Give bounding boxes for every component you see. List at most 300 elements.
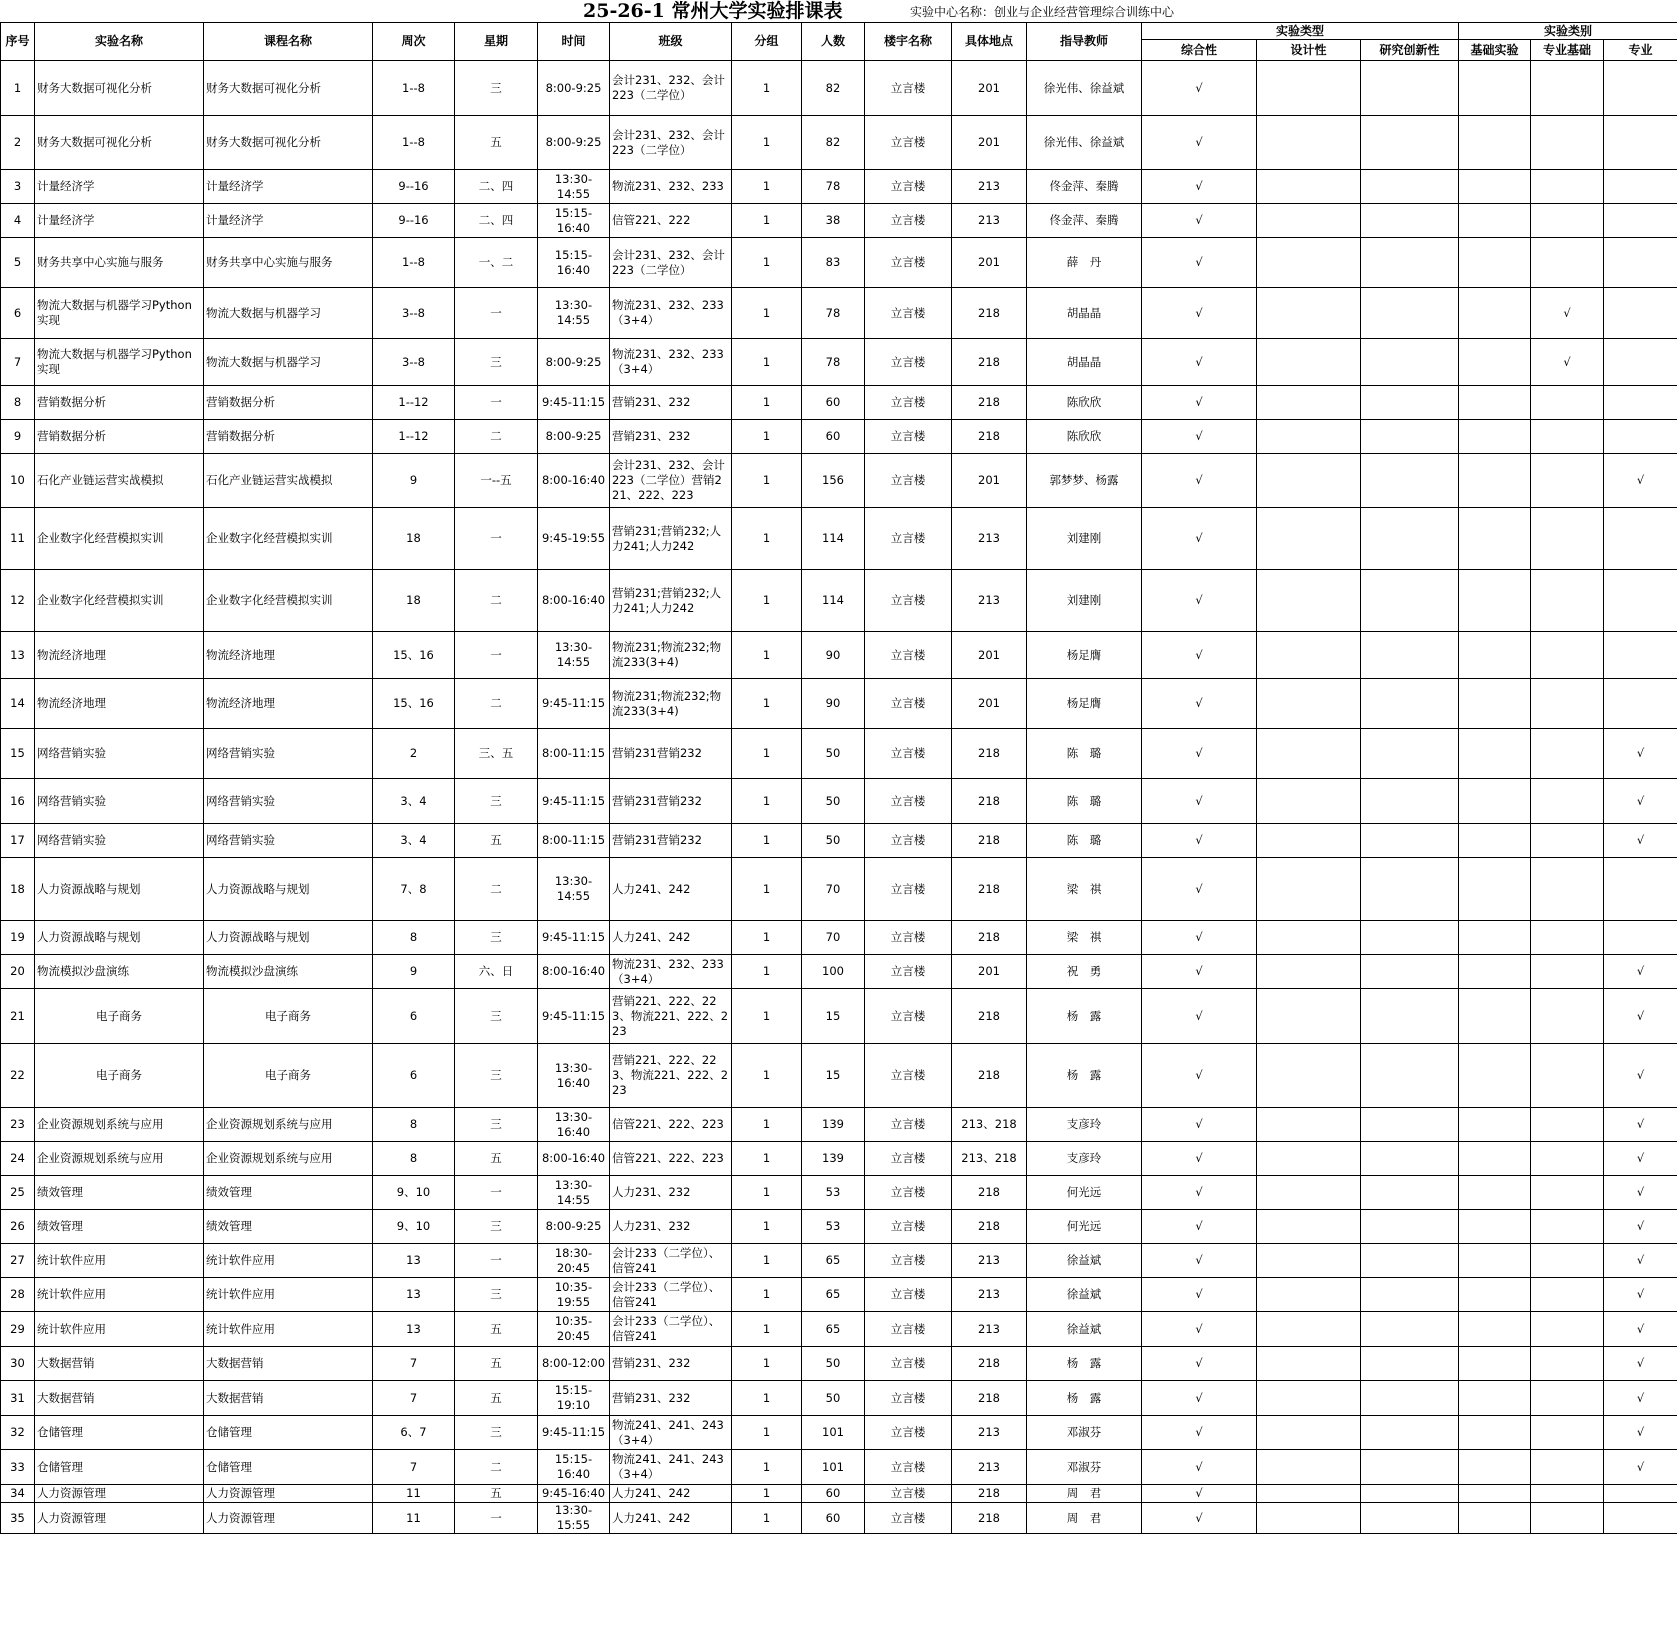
row-course: 网络营销实验 bbox=[204, 824, 373, 858]
mark-design bbox=[1257, 454, 1361, 508]
mark-basic bbox=[1459, 1312, 1531, 1347]
row-building: 立言楼 bbox=[865, 1142, 952, 1176]
row-weeks: 9 bbox=[373, 454, 455, 508]
mark-major bbox=[1604, 116, 1677, 170]
row-time: 10:35-20:45 bbox=[538, 1312, 610, 1347]
row-teacher: 杨 露 bbox=[1027, 1044, 1142, 1108]
mark-comprehensive: √ bbox=[1142, 204, 1257, 238]
row-day: 一 bbox=[455, 1244, 538, 1278]
row-class: 营销231;营销232;人力241;人力242 bbox=[610, 508, 732, 570]
row-weeks: 3、4 bbox=[373, 824, 455, 858]
row-group: 1 bbox=[732, 170, 802, 204]
row-room: 201 bbox=[952, 955, 1027, 989]
row-building: 立言楼 bbox=[865, 339, 952, 386]
row-day: 二 bbox=[455, 1450, 538, 1485]
mark-basic bbox=[1459, 729, 1531, 779]
row-exp-name: 物流模拟沙盘演练 bbox=[35, 955, 204, 989]
row-count: 70 bbox=[802, 921, 865, 955]
row-class: 人力241、242 bbox=[610, 1503, 732, 1534]
row-room: 218 bbox=[952, 288, 1027, 339]
mark-design bbox=[1257, 288, 1361, 339]
row-count: 50 bbox=[802, 824, 865, 858]
row-class: 营销231、232 bbox=[610, 386, 732, 420]
mark-basic bbox=[1459, 1176, 1531, 1210]
mark-major-basic bbox=[1531, 1278, 1604, 1312]
table-row bbox=[1, 204, 1677, 238]
row-exp-name: 计量经济学 bbox=[35, 170, 204, 204]
mark-design bbox=[1257, 1347, 1361, 1381]
row-course: 财务共享中心实施与服务 bbox=[204, 238, 373, 288]
mark-comprehensive: √ bbox=[1142, 921, 1257, 955]
row-building: 立言楼 bbox=[865, 1108, 952, 1142]
row-teacher: 何光远 bbox=[1027, 1176, 1142, 1210]
row-time: 13:30-15:55 bbox=[538, 1503, 610, 1534]
row-time: 18:30-20:45 bbox=[538, 1244, 610, 1278]
row-teacher: 周 君 bbox=[1027, 1503, 1142, 1534]
row-room: 213 bbox=[952, 1416, 1027, 1450]
mark-comprehensive: √ bbox=[1142, 1503, 1257, 1534]
mark-major bbox=[1604, 632, 1677, 679]
header-category-group: 实验类别 bbox=[1459, 23, 1677, 40]
row-course: 石化产业链运营实战模拟 bbox=[204, 454, 373, 508]
row-course: 绩效管理 bbox=[204, 1176, 373, 1210]
row-course: 大数据营销 bbox=[204, 1381, 373, 1416]
mark-major bbox=[1604, 170, 1677, 204]
row-count: 139 bbox=[802, 1142, 865, 1176]
row-count: 101 bbox=[802, 1450, 865, 1485]
row-time: 8:00-9:25 bbox=[538, 1210, 610, 1244]
mark-research bbox=[1361, 288, 1459, 339]
row-count: 114 bbox=[802, 570, 865, 632]
mark-design bbox=[1257, 1108, 1361, 1142]
row-seq: 1 bbox=[1, 61, 35, 116]
row-class: 会计231、232、会计223（二学位） bbox=[610, 238, 732, 288]
row-count: 60 bbox=[802, 1485, 865, 1503]
mark-design bbox=[1257, 204, 1361, 238]
header-group: 分组 bbox=[732, 23, 802, 61]
row-time: 15:15-16:40 bbox=[538, 238, 610, 288]
mark-basic bbox=[1459, 858, 1531, 921]
mark-major-basic bbox=[1531, 1416, 1604, 1450]
row-weeks: 13 bbox=[373, 1312, 455, 1347]
mark-comprehensive: √ bbox=[1142, 779, 1257, 824]
mark-major bbox=[1604, 61, 1677, 116]
row-count: 53 bbox=[802, 1176, 865, 1210]
row-teacher: 刘建刚 bbox=[1027, 508, 1142, 570]
mark-basic bbox=[1459, 454, 1531, 508]
row-room: 213、218 bbox=[952, 1108, 1027, 1142]
header-type-research: 研究创新性 bbox=[1361, 40, 1459, 61]
row-class: 人力241、242 bbox=[610, 921, 732, 955]
mark-major-basic bbox=[1531, 508, 1604, 570]
mark-major-basic bbox=[1531, 1503, 1604, 1534]
row-time: 8:00-16:40 bbox=[538, 570, 610, 632]
row-course: 企业数字化经营模拟实训 bbox=[204, 570, 373, 632]
mark-research bbox=[1361, 1312, 1459, 1347]
mark-major bbox=[1604, 288, 1677, 339]
row-building: 立言楼 bbox=[865, 779, 952, 824]
row-course: 人力资源管理 bbox=[204, 1485, 373, 1503]
row-class: 人力231、232 bbox=[610, 1210, 732, 1244]
row-time: 8:00-12:00 bbox=[538, 1347, 610, 1381]
mark-basic bbox=[1459, 1044, 1531, 1108]
row-time: 9:45-11:15 bbox=[538, 989, 610, 1044]
mark-research bbox=[1361, 204, 1459, 238]
row-count: 60 bbox=[802, 386, 865, 420]
row-seq: 31 bbox=[1, 1381, 35, 1416]
table-row bbox=[1, 1347, 1677, 1381]
mark-comprehensive: √ bbox=[1142, 170, 1257, 204]
row-count: 60 bbox=[802, 420, 865, 454]
row-weeks: 8 bbox=[373, 1108, 455, 1142]
row-building: 立言楼 bbox=[865, 1278, 952, 1312]
mark-basic bbox=[1459, 1210, 1531, 1244]
table-row bbox=[1, 1244, 1677, 1278]
row-day: 二 bbox=[455, 858, 538, 921]
row-room: 218 bbox=[952, 1210, 1027, 1244]
mark-comprehensive: √ bbox=[1142, 508, 1257, 570]
mark-design bbox=[1257, 632, 1361, 679]
row-exp-name: 人力资源战略与规划 bbox=[35, 858, 204, 921]
mark-major: √ bbox=[1604, 1381, 1677, 1416]
mark-major-basic bbox=[1531, 955, 1604, 989]
mark-major-basic bbox=[1531, 1381, 1604, 1416]
row-day: 五 bbox=[455, 824, 538, 858]
table-row bbox=[1, 1278, 1677, 1312]
mark-major: √ bbox=[1604, 1176, 1677, 1210]
mark-basic bbox=[1459, 989, 1531, 1044]
row-room: 213 bbox=[952, 570, 1027, 632]
mark-design bbox=[1257, 116, 1361, 170]
row-room: 213 bbox=[952, 1278, 1027, 1312]
mark-major bbox=[1604, 679, 1677, 729]
row-building: 立言楼 bbox=[865, 420, 952, 454]
row-building: 立言楼 bbox=[865, 824, 952, 858]
row-teacher: 陈欣欣 bbox=[1027, 386, 1142, 420]
row-room: 201 bbox=[952, 632, 1027, 679]
table-row bbox=[1, 1176, 1677, 1210]
mark-comprehensive: √ bbox=[1142, 824, 1257, 858]
table-row bbox=[1, 1503, 1677, 1534]
row-teacher: 支彦玲 bbox=[1027, 1142, 1142, 1176]
row-time: 13:30-16:40 bbox=[538, 1108, 610, 1142]
row-seq: 3 bbox=[1, 170, 35, 204]
row-building: 立言楼 bbox=[865, 508, 952, 570]
row-seq: 35 bbox=[1, 1503, 35, 1534]
row-weeks: 11 bbox=[373, 1503, 455, 1534]
mark-research bbox=[1361, 508, 1459, 570]
row-group: 1 bbox=[732, 1485, 802, 1503]
mark-basic bbox=[1459, 679, 1531, 729]
mark-major-basic bbox=[1531, 729, 1604, 779]
row-room: 218 bbox=[952, 779, 1027, 824]
mark-comprehensive: √ bbox=[1142, 116, 1257, 170]
row-exp-name: 统计软件应用 bbox=[35, 1244, 204, 1278]
mark-research bbox=[1361, 1142, 1459, 1176]
row-seq: 33 bbox=[1, 1450, 35, 1485]
row-count: 65 bbox=[802, 1244, 865, 1278]
header-type-group: 实验类型 bbox=[1142, 23, 1459, 40]
row-teacher: 郭梦梦、杨露 bbox=[1027, 454, 1142, 508]
mark-design bbox=[1257, 858, 1361, 921]
mark-major: √ bbox=[1604, 1278, 1677, 1312]
row-seq: 4 bbox=[1, 204, 35, 238]
row-exp-name: 电子商务 bbox=[35, 1044, 204, 1108]
row-day: 五 bbox=[455, 1347, 538, 1381]
row-weeks: 9、10 bbox=[373, 1210, 455, 1244]
row-weeks: 15、16 bbox=[373, 632, 455, 679]
row-class: 会计233（二学位）、信管241 bbox=[610, 1278, 732, 1312]
table-row bbox=[1, 989, 1677, 1044]
row-seq: 7 bbox=[1, 339, 35, 386]
mark-major bbox=[1604, 386, 1677, 420]
mark-comprehensive: √ bbox=[1142, 955, 1257, 989]
mark-comprehensive: √ bbox=[1142, 1381, 1257, 1416]
row-group: 1 bbox=[732, 238, 802, 288]
mark-design bbox=[1257, 339, 1361, 386]
row-building: 立言楼 bbox=[865, 989, 952, 1044]
row-teacher: 薛 丹 bbox=[1027, 238, 1142, 288]
row-day: 三 bbox=[455, 339, 538, 386]
mark-major-basic bbox=[1531, 779, 1604, 824]
row-room: 218 bbox=[952, 824, 1027, 858]
row-seq: 2 bbox=[1, 116, 35, 170]
table-row bbox=[1, 1381, 1677, 1416]
row-course: 人力资源战略与规划 bbox=[204, 921, 373, 955]
table-row bbox=[1, 288, 1677, 339]
row-count: 100 bbox=[802, 955, 865, 989]
mark-design bbox=[1257, 729, 1361, 779]
row-course: 企业资源规划系统与应用 bbox=[204, 1142, 373, 1176]
row-time: 15:15-16:40 bbox=[538, 204, 610, 238]
row-time: 9:45-11:15 bbox=[538, 779, 610, 824]
mark-research bbox=[1361, 238, 1459, 288]
row-course: 统计软件应用 bbox=[204, 1312, 373, 1347]
row-weeks: 13 bbox=[373, 1278, 455, 1312]
row-group: 1 bbox=[732, 1278, 802, 1312]
row-seq: 9 bbox=[1, 420, 35, 454]
table-row bbox=[1, 1485, 1677, 1503]
mark-basic bbox=[1459, 955, 1531, 989]
row-day: 五 bbox=[455, 1312, 538, 1347]
row-group: 1 bbox=[732, 1044, 802, 1108]
row-exp-name: 财务大数据可视化分析 bbox=[35, 61, 204, 116]
table-row bbox=[1, 824, 1677, 858]
mark-major-basic bbox=[1531, 921, 1604, 955]
row-teacher: 何光远 bbox=[1027, 1210, 1142, 1244]
mark-major-basic bbox=[1531, 1044, 1604, 1108]
row-day: 三 bbox=[455, 1278, 538, 1312]
mark-design bbox=[1257, 1044, 1361, 1108]
row-class: 物流231、232、233（3+4） bbox=[610, 339, 732, 386]
row-teacher: 胡晶晶 bbox=[1027, 288, 1142, 339]
row-teacher: 陈欣欣 bbox=[1027, 420, 1142, 454]
row-building: 立言楼 bbox=[865, 570, 952, 632]
row-exp-name: 计量经济学 bbox=[35, 204, 204, 238]
row-building: 立言楼 bbox=[865, 1416, 952, 1450]
mark-major: √ bbox=[1604, 1044, 1677, 1108]
row-seq: 19 bbox=[1, 921, 35, 955]
row-time: 13:30-16:40 bbox=[538, 1044, 610, 1108]
row-day: 一 bbox=[455, 386, 538, 420]
mark-major: √ bbox=[1604, 454, 1677, 508]
row-group: 1 bbox=[732, 116, 802, 170]
mark-research bbox=[1361, 454, 1459, 508]
row-exp-name: 人力资源管理 bbox=[35, 1485, 204, 1503]
row-day: 三 bbox=[455, 989, 538, 1044]
row-weeks: 9--16 bbox=[373, 170, 455, 204]
mark-design bbox=[1257, 1210, 1361, 1244]
row-exp-name: 营销数据分析 bbox=[35, 420, 204, 454]
mark-research bbox=[1361, 679, 1459, 729]
row-day: 三 bbox=[455, 921, 538, 955]
row-group: 1 bbox=[732, 1347, 802, 1381]
row-exp-name: 网络营销实验 bbox=[35, 729, 204, 779]
mark-research bbox=[1361, 1044, 1459, 1108]
header-class: 班级 bbox=[610, 23, 732, 61]
mark-major-basic bbox=[1531, 1450, 1604, 1485]
row-weeks: 6、7 bbox=[373, 1416, 455, 1450]
mark-major-basic bbox=[1531, 420, 1604, 454]
row-course: 仓储管理 bbox=[204, 1416, 373, 1450]
row-group: 1 bbox=[732, 420, 802, 454]
mark-major-basic bbox=[1531, 1244, 1604, 1278]
row-exp-name: 人力资源管理 bbox=[35, 1503, 204, 1534]
row-exp-name: 企业数字化经营模拟实训 bbox=[35, 508, 204, 570]
row-count: 50 bbox=[802, 1381, 865, 1416]
row-room: 213 bbox=[952, 170, 1027, 204]
row-room: 218 bbox=[952, 1381, 1027, 1416]
table-row bbox=[1, 1142, 1677, 1176]
mark-comprehensive: √ bbox=[1142, 1450, 1257, 1485]
row-building: 立言楼 bbox=[865, 238, 952, 288]
row-day: 一--五 bbox=[455, 454, 538, 508]
row-count: 15 bbox=[802, 989, 865, 1044]
row-day: 三 bbox=[455, 1044, 538, 1108]
header-course: 课程名称 bbox=[204, 23, 373, 61]
header-count: 人数 bbox=[802, 23, 865, 61]
mark-major: √ bbox=[1604, 1244, 1677, 1278]
mark-design bbox=[1257, 989, 1361, 1044]
table-row bbox=[1, 116, 1677, 170]
mark-major-basic bbox=[1531, 1312, 1604, 1347]
row-seq: 15 bbox=[1, 729, 35, 779]
row-room: 218 bbox=[952, 1044, 1027, 1108]
row-count: 15 bbox=[802, 1044, 865, 1108]
mark-research bbox=[1361, 420, 1459, 454]
row-teacher: 徐益斌 bbox=[1027, 1244, 1142, 1278]
row-day: 五 bbox=[455, 1381, 538, 1416]
row-day: 三 bbox=[455, 1210, 538, 1244]
table-row bbox=[1, 955, 1677, 989]
row-weeks: 1--8 bbox=[373, 61, 455, 116]
row-course: 网络营销实验 bbox=[204, 729, 373, 779]
mark-major-basic bbox=[1531, 679, 1604, 729]
mark-basic bbox=[1459, 386, 1531, 420]
row-seq: 34 bbox=[1, 1485, 35, 1503]
row-room: 213、218 bbox=[952, 1142, 1027, 1176]
mark-basic bbox=[1459, 824, 1531, 858]
mark-basic bbox=[1459, 1381, 1531, 1416]
row-teacher: 杨足膺 bbox=[1027, 632, 1142, 679]
row-count: 50 bbox=[802, 1347, 865, 1381]
row-group: 1 bbox=[732, 1142, 802, 1176]
header-day: 星期 bbox=[455, 23, 538, 61]
row-time: 8:00-16:40 bbox=[538, 1142, 610, 1176]
mark-research bbox=[1361, 989, 1459, 1044]
mark-major bbox=[1604, 1503, 1677, 1534]
mark-comprehensive: √ bbox=[1142, 1210, 1257, 1244]
row-day: 六、日 bbox=[455, 955, 538, 989]
row-day: 一 bbox=[455, 288, 538, 339]
row-exp-name: 仓储管理 bbox=[35, 1450, 204, 1485]
mark-basic bbox=[1459, 1347, 1531, 1381]
row-exp-name: 网络营销实验 bbox=[35, 779, 204, 824]
header-weeks: 周次 bbox=[373, 23, 455, 61]
mark-research bbox=[1361, 1503, 1459, 1534]
row-exp-name: 仓储管理 bbox=[35, 1416, 204, 1450]
row-seq: 16 bbox=[1, 779, 35, 824]
mark-design bbox=[1257, 824, 1361, 858]
row-group: 1 bbox=[732, 570, 802, 632]
row-course: 人力资源战略与规划 bbox=[204, 858, 373, 921]
row-class: 物流231;物流232;物流233(3+4) bbox=[610, 679, 732, 729]
row-count: 50 bbox=[802, 779, 865, 824]
row-weeks: 1--12 bbox=[373, 420, 455, 454]
header-category-major-basic: 专业基础 bbox=[1531, 40, 1604, 61]
row-building: 立言楼 bbox=[865, 1176, 952, 1210]
row-teacher: 陈 璐 bbox=[1027, 824, 1142, 858]
mark-research bbox=[1361, 1381, 1459, 1416]
row-seq: 22 bbox=[1, 1044, 35, 1108]
table-row bbox=[1, 679, 1677, 729]
mark-major: √ bbox=[1604, 1450, 1677, 1485]
table-row bbox=[1, 1210, 1677, 1244]
mark-research bbox=[1361, 1278, 1459, 1312]
header-teacher: 指导教师 bbox=[1027, 23, 1142, 61]
row-exp-name: 物流经济地理 bbox=[35, 632, 204, 679]
row-building: 立言楼 bbox=[865, 288, 952, 339]
row-time: 15:15-19:10 bbox=[538, 1381, 610, 1416]
table-row bbox=[1, 420, 1677, 454]
mark-major bbox=[1604, 508, 1677, 570]
row-class: 人力231、232 bbox=[610, 1176, 732, 1210]
row-room: 213 bbox=[952, 1450, 1027, 1485]
row-course: 大数据营销 bbox=[204, 1347, 373, 1381]
row-room: 218 bbox=[952, 1503, 1027, 1534]
row-count: 114 bbox=[802, 508, 865, 570]
row-weeks: 9、10 bbox=[373, 1176, 455, 1210]
mark-research bbox=[1361, 1176, 1459, 1210]
mark-major-basic bbox=[1531, 116, 1604, 170]
row-course: 物流大数据与机器学习 bbox=[204, 288, 373, 339]
table-row bbox=[1, 238, 1677, 288]
header-building: 楼宇名称 bbox=[865, 23, 952, 61]
row-course: 统计软件应用 bbox=[204, 1244, 373, 1278]
row-group: 1 bbox=[732, 1108, 802, 1142]
row-weeks: 2 bbox=[373, 729, 455, 779]
row-day: 三 bbox=[455, 61, 538, 116]
table-row bbox=[1, 61, 1677, 116]
mark-comprehensive: √ bbox=[1142, 989, 1257, 1044]
row-seq: 23 bbox=[1, 1108, 35, 1142]
row-weeks: 8 bbox=[373, 921, 455, 955]
row-building: 立言楼 bbox=[865, 1503, 952, 1534]
row-room: 218 bbox=[952, 339, 1027, 386]
row-building: 立言楼 bbox=[865, 1485, 952, 1503]
center-label: 实验中心名称：创业与企业经营管理综合训练中心 bbox=[910, 5, 1175, 19]
row-weeks: 6 bbox=[373, 989, 455, 1044]
